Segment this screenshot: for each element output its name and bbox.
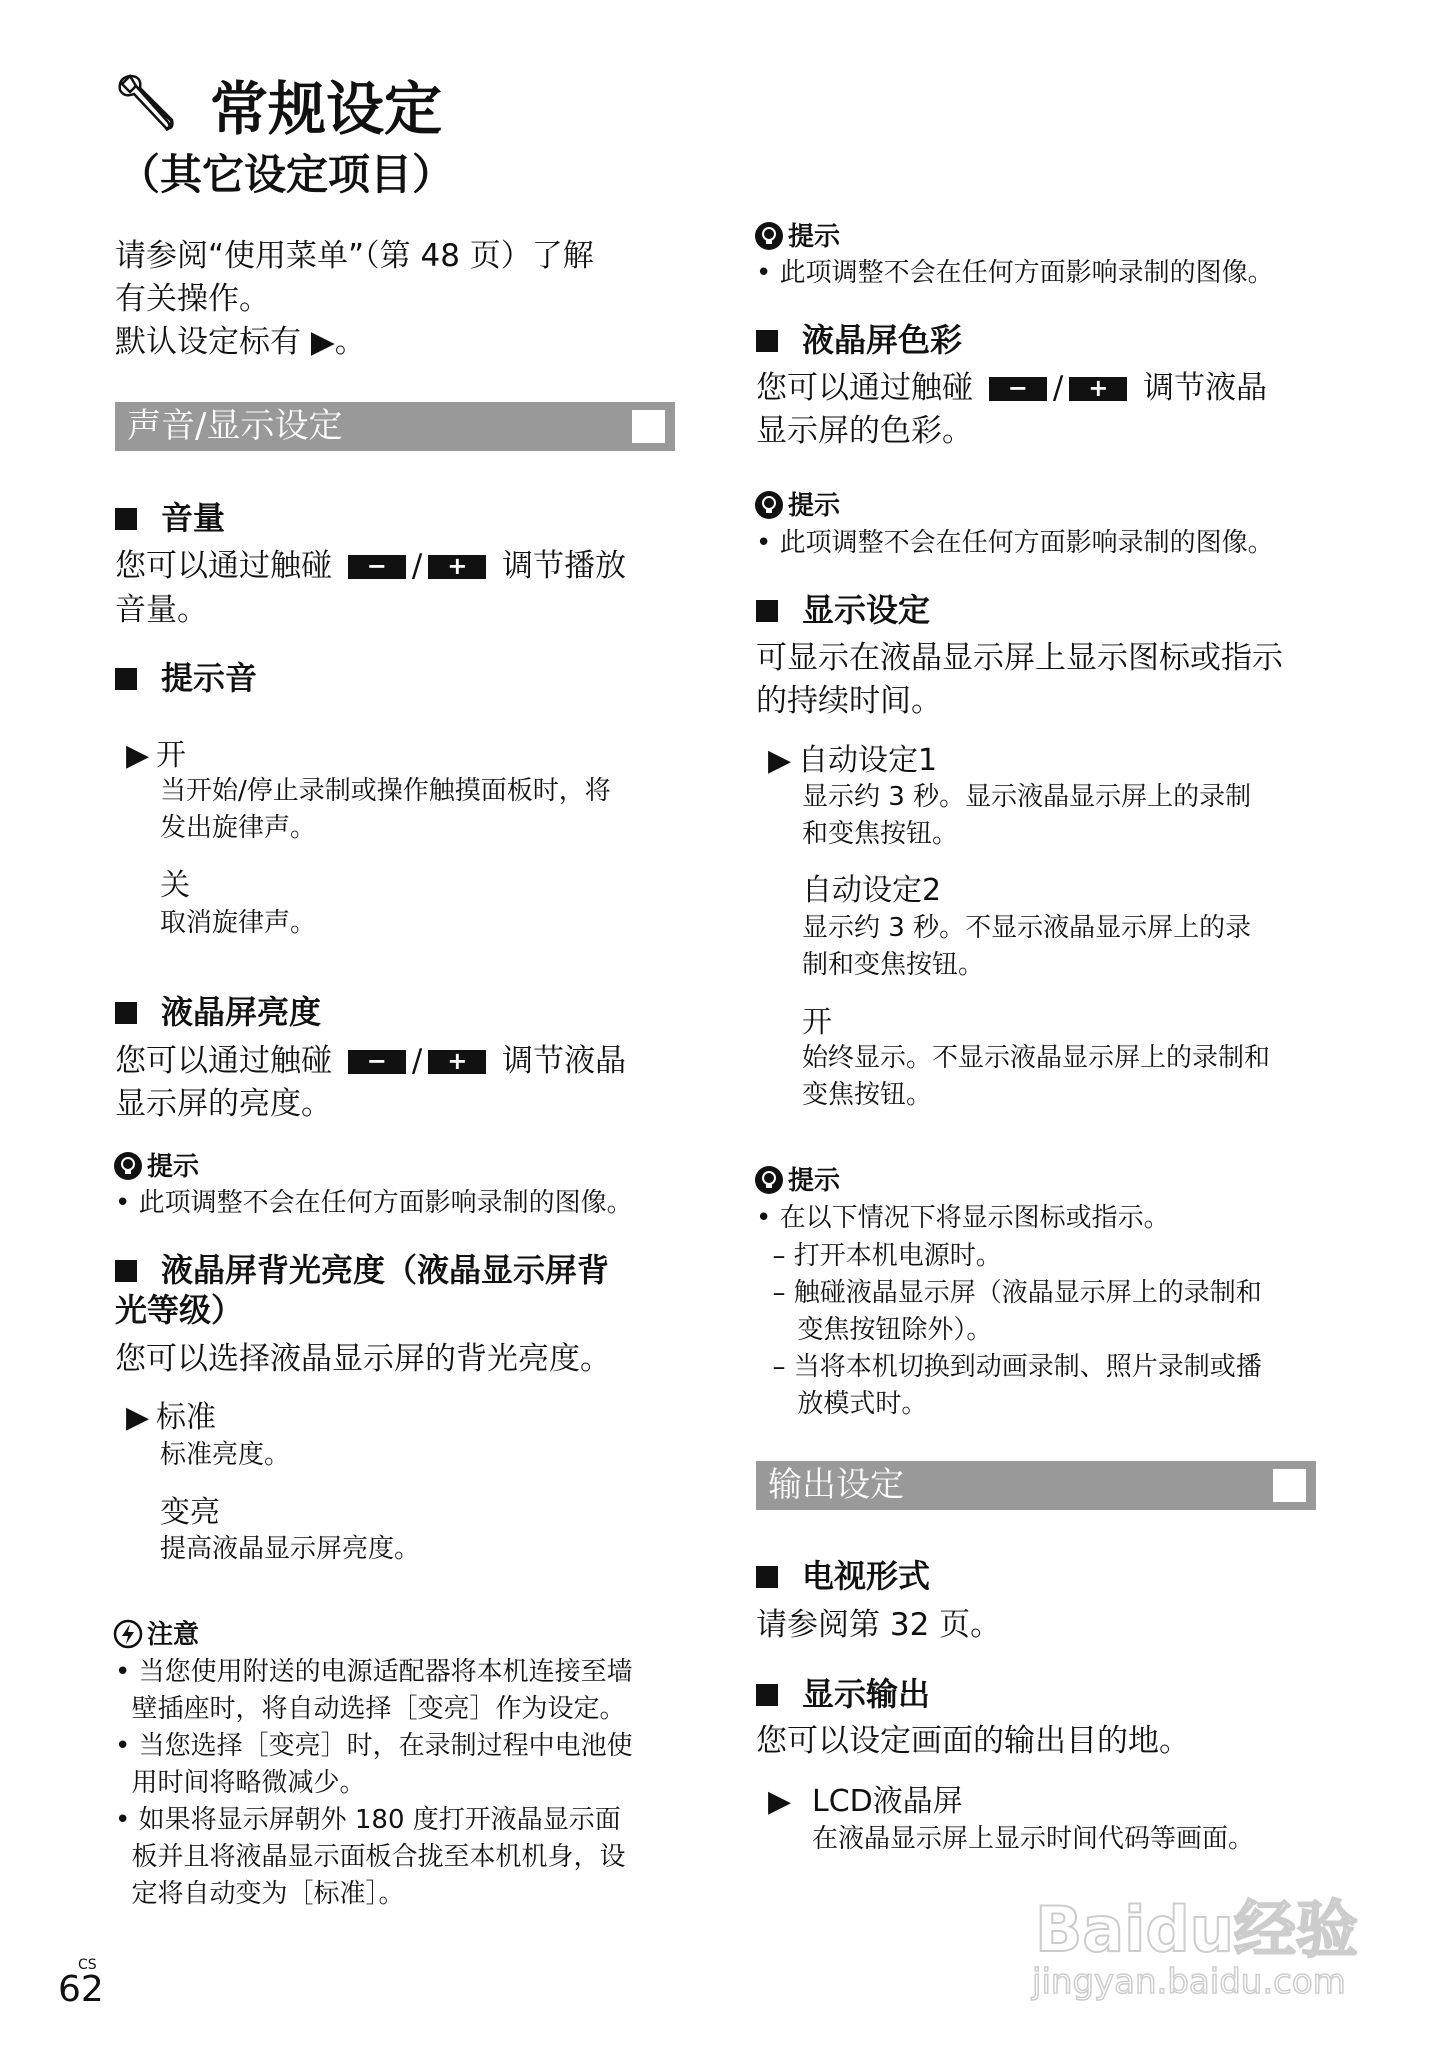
output-desc: 您可以设定画面的输出目的地。 — [756, 1723, 1190, 1759]
heading-brightness — [115, 992, 321, 1032]
heading-text: 电视形式 — [802, 1557, 931, 1595]
tip-label — [754, 489, 840, 523]
bullet-square-icon — [756, 1566, 778, 1588]
lightbulb-icon — [113, 1151, 143, 1181]
caution-label — [113, 1618, 199, 1652]
tip-label — [113, 1150, 199, 1184]
option-auto1 — [768, 742, 937, 780]
caution-label-text: 注意 — [147, 1620, 200, 1650]
option-label: 标准 — [156, 1400, 216, 1435]
heading-color — [756, 320, 962, 360]
plus-button-icon: + — [428, 555, 486, 579]
caution-item: • 当您选择［变亮］时，在录制过程中电池使 — [115, 1731, 633, 1761]
option-desc: 发出旋律声。 — [160, 813, 317, 843]
heading-beep — [115, 658, 257, 698]
option-desc: 标准亮度。 — [160, 1440, 291, 1470]
option-desc: 当开始/停止录制或操作触摸面板时，将 — [160, 776, 611, 806]
option-auto2: 自动设定2 — [802, 873, 942, 908]
plus-button-icon: + — [1069, 377, 1127, 401]
tip-label — [754, 220, 840, 254]
caution-icon — [113, 1619, 143, 1649]
heading-tv-type — [756, 1556, 930, 1596]
heading-text: 液晶屏色彩 — [802, 321, 963, 359]
default-marker-icon: ▶ — [126, 738, 150, 773]
option-label: 开 — [156, 738, 186, 773]
wrench-icon — [632, 410, 665, 443]
caution-item: 板并且将液晶显示面板合拢至本机机身，设 — [115, 1842, 626, 1872]
color-desc — [756, 368, 1267, 408]
tip-item: – 打开本机电源时。 — [756, 1241, 1002, 1271]
heading-backlight — [115, 1250, 609, 1290]
tip-text: • 此项调整不会在任何方面影响录制的图像。 — [756, 258, 1274, 288]
slash: / — [411, 1043, 423, 1079]
heading-text: 显示设定 — [802, 591, 931, 629]
caution-item: • 当您使用附送的电源适配器将本机连接至墙 — [115, 1657, 633, 1687]
bullet-square-icon — [756, 1684, 778, 1706]
option-desc: 在液晶显示屏上显示时间代码等画面。 — [812, 1824, 1255, 1854]
default-marker-icon: ▶ — [126, 1400, 150, 1435]
section-band-sound-display — [115, 402, 675, 451]
display-desc: 可显示在液晶显示屏上显示图标或指示 — [756, 640, 1283, 676]
caution-item: 用时间将略微减少。 — [115, 1768, 366, 1798]
tip-item: • 在以下情况下将显示图标或指示。 — [756, 1203, 1170, 1233]
wrench-icon — [116, 72, 178, 134]
heading-text: 液晶屏亮度 — [161, 993, 322, 1031]
tip-label-text: 提示 — [788, 1166, 841, 1196]
brightness-desc-line2: 显示屏的亮度。 — [115, 1086, 332, 1122]
bullet-square-icon — [115, 668, 137, 690]
bullet-square-icon — [115, 1260, 137, 1282]
tip-item: 放模式时。 — [756, 1389, 928, 1419]
option-bright: 变亮 — [160, 1495, 220, 1530]
tip-text: • 此项调整不会在任何方面影响录制的图像。 — [756, 528, 1274, 558]
option-normal — [126, 1399, 216, 1437]
bullet-square-icon — [115, 1002, 137, 1024]
heading-text: 显示输出 — [802, 1675, 931, 1713]
tip-item: 变焦按钮除外）。 — [756, 1315, 993, 1345]
option-desc: 显示约 3 秒。不显示液晶显示屏上的录 — [802, 913, 1252, 943]
display-desc: 的持续时间。 — [756, 683, 942, 719]
bullet-square-icon — [115, 508, 137, 530]
option-desc: 制和变焦按钮。 — [802, 950, 985, 980]
section-title: 声音/显示设定 — [127, 406, 343, 446]
heading-text: 提示音 — [161, 659, 258, 697]
option-desc: 变焦按钮。 — [802, 1080, 933, 1110]
option-on: 开 — [802, 1005, 832, 1040]
lightbulb-icon — [754, 221, 784, 251]
minus-button-icon: − — [348, 1050, 406, 1074]
option-desc: 提高液晶显示屏亮度。 — [160, 1534, 421, 1564]
tip-label-text: 提示 — [788, 222, 841, 252]
heading-text: 音量 — [161, 499, 226, 537]
wrench-icon — [1273, 1469, 1306, 1502]
intro-line: 请参阅“使用菜单”（第 48 页）了解 — [115, 238, 594, 274]
lightbulb-icon — [754, 490, 784, 520]
option-desc: 和变焦按钮。 — [802, 819, 959, 849]
option-label: 自动设定1 — [798, 743, 938, 778]
option-off: 关 — [160, 868, 190, 903]
watermark-logo: Baidu经验 — [1035, 1893, 1358, 1966]
caution-item: 壁插座时，将自动选择［变亮］作为设定。 — [115, 1694, 626, 1724]
section-title: 输出设定 — [768, 1465, 904, 1505]
option-lcd — [768, 1783, 963, 1821]
lightbulb-icon — [754, 1165, 784, 1195]
caution-item: • 如果将显示屏朝外 180 度打开液晶显示面 — [115, 1805, 621, 1835]
minus-button-icon: − — [989, 377, 1047, 401]
section-band-output — [756, 1461, 1316, 1510]
text: 调节液晶 — [1143, 370, 1268, 406]
text: 调节播放 — [502, 548, 627, 584]
color-desc-line2: 显示屏的色彩。 — [756, 413, 973, 449]
volume-desc-line2: 音量。 — [115, 592, 208, 628]
minus-button-icon: − — [348, 555, 406, 579]
tv-desc: 请参阅第 32 页。 — [756, 1607, 1002, 1643]
slash: / — [1052, 370, 1064, 406]
tip-label-text: 提示 — [788, 491, 841, 521]
default-marker-icon: ▶ — [768, 1784, 792, 1819]
heading-backlight-line2: 光等级） — [115, 1291, 244, 1329]
option-desc: 显示约 3 秒。显示液晶显示屏上的录制 — [802, 782, 1252, 812]
page-subtitle: （其它设定项目） — [118, 150, 455, 199]
page-lang: CS — [78, 1957, 97, 1973]
heading-display-output — [756, 1674, 930, 1714]
bullet-square-icon — [756, 600, 778, 622]
slash: / — [411, 548, 423, 584]
tip-label-text: 提示 — [147, 1152, 200, 1182]
option-desc: 始终显示。不显示液晶显示屏上的录制和 — [802, 1043, 1271, 1073]
heading-text: 液晶屏背光亮度（液晶显示屏背 — [161, 1251, 610, 1289]
default-marker-icon: ▶ — [768, 743, 792, 778]
tip-label — [754, 1164, 840, 1198]
backlight-desc: 您可以选择液晶显示屏的背光亮度。 — [115, 1341, 611, 1377]
caution-item: 定将自动变为［标准］。 — [115, 1879, 405, 1909]
page-number: 62 — [58, 1969, 104, 2010]
intro-line: 有关操作。 — [115, 281, 270, 317]
watermark-url: jingyan.baidu.com — [1032, 1962, 1346, 2002]
plus-button-icon: + — [428, 1050, 486, 1074]
text: 您可以通过触碰 — [115, 1043, 332, 1079]
heading-display — [756, 590, 930, 630]
brightness-desc — [115, 1041, 626, 1081]
page-title: 常规设定 — [210, 75, 443, 143]
text: 您可以通过触碰 — [115, 548, 332, 584]
option-label: LCD液晶屏 — [812, 1784, 963, 1819]
tip-text: • 此项调整不会在任何方面影响录制的图像。 — [115, 1188, 633, 1218]
intro-line: 默认设定标有 ▶。 — [115, 324, 366, 360]
text: 您可以通过触碰 — [756, 370, 973, 406]
tip-item: – 当将本机切换到动画录制、照片录制或播 — [756, 1352, 1262, 1382]
option-desc: 取消旋律声。 — [160, 908, 317, 938]
volume-desc — [115, 546, 626, 586]
text: 调节液晶 — [502, 1043, 627, 1079]
bullet-square-icon — [756, 330, 778, 352]
heading-volume — [115, 498, 225, 538]
option-on — [126, 737, 186, 775]
tip-item: – 触碰液晶显示屏（液晶显示屏上的录制和 — [756, 1278, 1262, 1308]
